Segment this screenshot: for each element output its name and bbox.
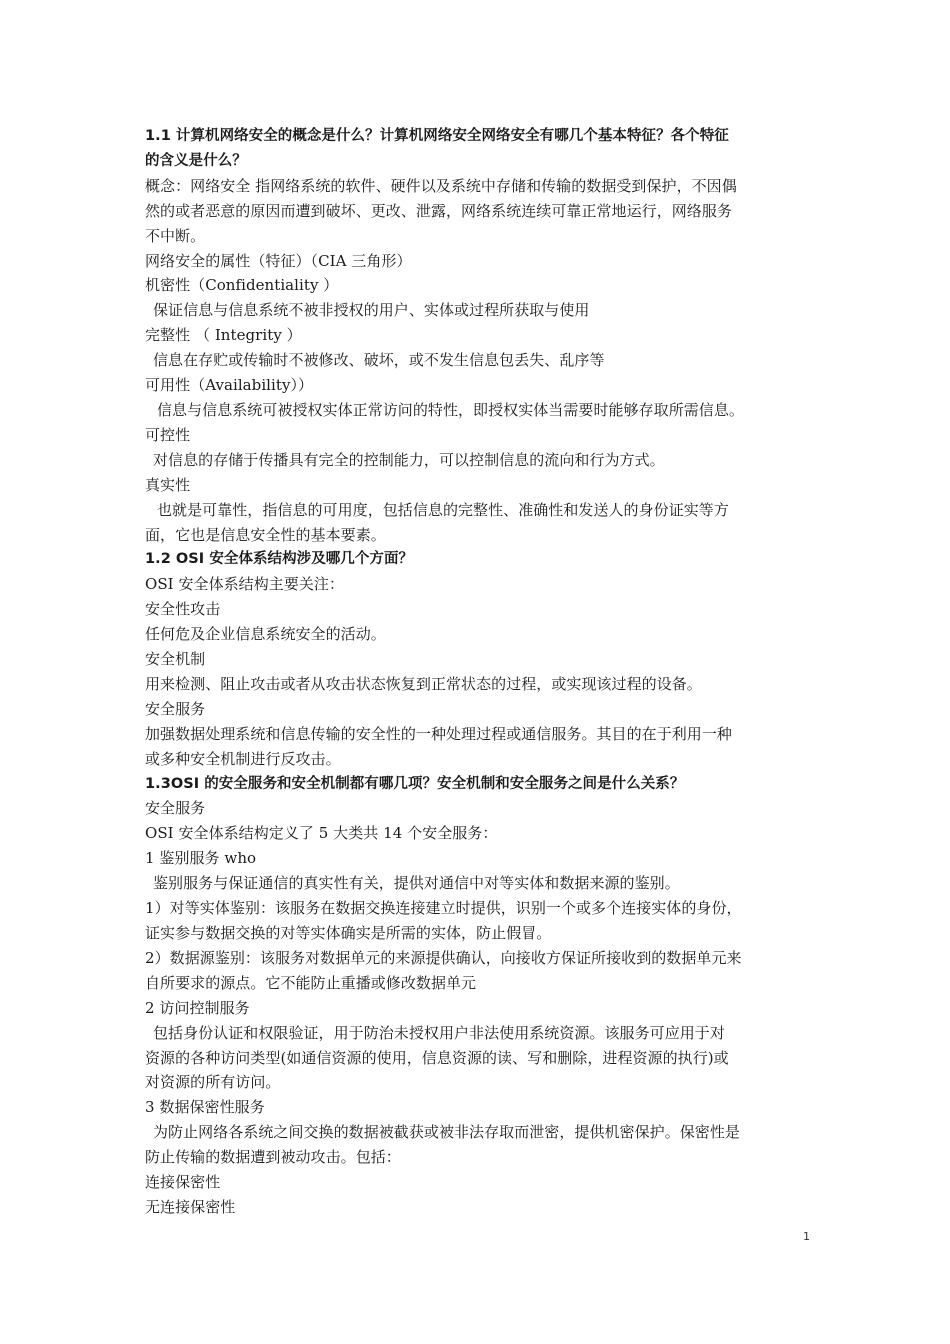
document-body (145, 124, 810, 1220)
text-line: 保证信息与信息系统不被非授权的用户、实体或过程所获取与使用 (153, 301, 590, 320)
text-line: 无连接保密性 (145, 1197, 236, 1216)
text-line: 对资源的所有访问。 (145, 1073, 281, 1092)
text-line: 可控性 (145, 425, 191, 444)
text-line: 概念：网络安全 指网络系统的软件、硬件以及系统中存储和传输的数据受到保护，不因偶 (145, 176, 737, 195)
text-line: 自所要求的源点。它不能防止重播或修改数据单元 (145, 973, 477, 992)
text-line: 2 访问控制服务 (145, 998, 250, 1017)
heading-line: 的含义是什么？ (145, 152, 247, 169)
text-line: 资源的各种访问类型(如通信资源的使用，信息资源的读、写和删除，进程资源的执行)或 (145, 1048, 729, 1067)
heading-line: 1.1 计算机网络安全的概念是什么？计算机网络安全网络安全有哪几个基本特征？各个特征 (145, 128, 729, 144)
text-line: 完整性 （ Integrity ） (145, 326, 302, 345)
text-line: 包括身份认证和权限验证，用于防治未授权用户非法使用系统资源。该服务可应用于对 (153, 1023, 725, 1042)
text-line: 鉴别服务与保证通信的真实性有关，提供对通信中对等实体和数据来源的鉴别。 (153, 874, 680, 893)
text-line: 证实参与数据交换的对等实体确实是所需的实体，防止假冒。 (145, 924, 552, 942)
text-line: 或多种安全机制进行反攻击。 (145, 749, 341, 768)
text-line: 用来检测、阻止攻击或者从攻击状态恢复到正常状态的过程，或实现该过程的设备。 (145, 674, 702, 693)
text-line: 防止传输的数据遭到被动攻击。包括： (145, 1148, 401, 1167)
text-line: 3 数据保密性服务 (145, 1098, 265, 1117)
page-number: 1 (803, 1230, 810, 1243)
heading-line: 1.3OSI 的安全服务和安全机制都有哪几项？安全机制和安全服务之间是什么关系？ (145, 775, 685, 792)
text-line: OSI 安全体系结构主要关注： (145, 575, 345, 594)
text-line: 安全服务 (145, 699, 206, 718)
text-line: 然的或者恶意的原因而遭到破坏、更改、泄露，网络系统连续可靠正常地运行，网络服务 (145, 201, 732, 220)
heading-line: 1.2 OSI 安全体系结构涉及哪几个方面？ (145, 551, 414, 568)
text-line: 不中断。 (145, 226, 206, 245)
text-line: 1）对等实体鉴别：该服务在数据交换连接建立时提供，识别一个或多个连接实体的身份， (145, 899, 742, 918)
text-line: 也就是可靠性，指信息的可用度，包括信息的完整性、准确性和发送人的身份证实等方 (157, 500, 729, 519)
text-line: 可用性（Availability）） (145, 376, 314, 395)
text-line: 为防止网络各系统之间交换的数据被截获或被非法存取而泄密，提供机密保护。保密性是 (153, 1123, 740, 1142)
text-line: 2）数据源鉴别：该服务对数据单元的来源提供确认，向接收方保证所接收到的数据单元来 (145, 948, 742, 967)
text-line: 安全性攻击 (145, 600, 221, 619)
text-line: 1 鉴别服务 who (145, 849, 257, 868)
text-line: 信息在存贮或传输时不被修改、破坏，或不发生信息包丢失、乱序等 (153, 351, 605, 370)
text-line: 安全机制 (145, 650, 206, 669)
text-line: 对信息的存储于传播具有完全的控制能力，可以控制信息的流向和行为方式。 (153, 450, 665, 469)
text-line: OSI 安全体系结构定义了 5 大类共 14 个安全服务： (145, 824, 498, 843)
text-line: 机密性（Confidentiality ） (145, 276, 339, 295)
text-line: 安全服务 (145, 799, 206, 818)
text-line: 网络安全的属性（特征）（CIA 三角形） (145, 251, 412, 270)
text-line: 信息与信息系统可被授权实体正常访问的特性，即授权实体当需要时能够存取所需信息。 (157, 400, 744, 419)
text-line: 任何危及企业信息系统安全的活动。 (145, 625, 386, 644)
text-line: 面，它也是信息安全性的基本要素。 (145, 525, 386, 544)
text-line: 真实性 (145, 475, 191, 494)
text-line: 连接保密性 (145, 1173, 221, 1192)
text-line: 加强数据处理系统和信息传输的安全性的一种处理过程或通信服务。其目的在于利用一种 (145, 724, 732, 743)
